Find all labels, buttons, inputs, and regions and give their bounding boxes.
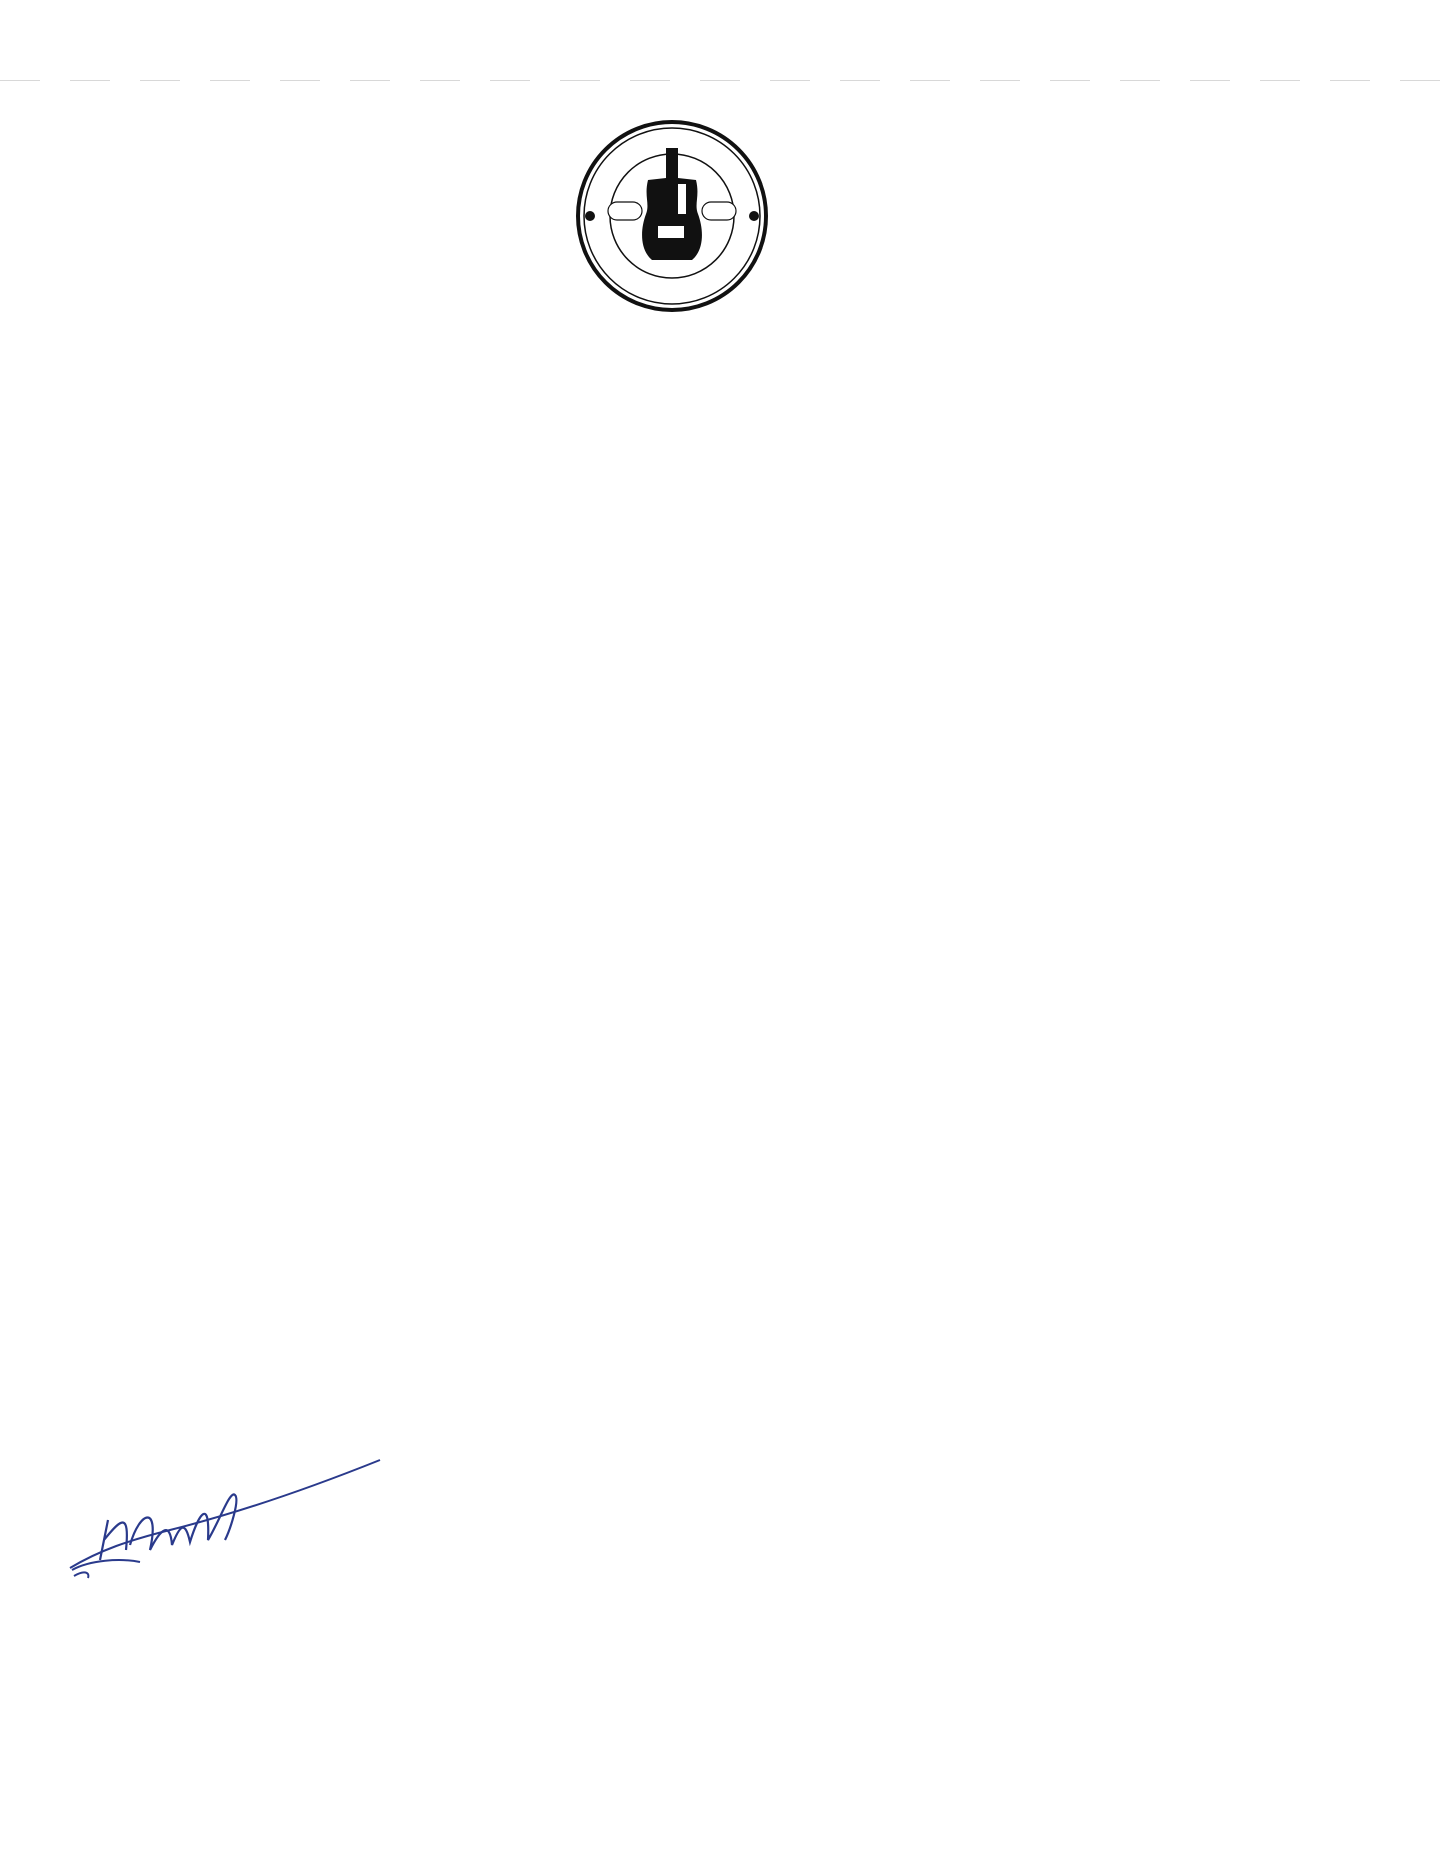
nachoguitars-logo-seal xyxy=(574,118,770,314)
handwritten-date xyxy=(262,1490,372,1570)
scan-artifact-line xyxy=(0,80,1445,81)
